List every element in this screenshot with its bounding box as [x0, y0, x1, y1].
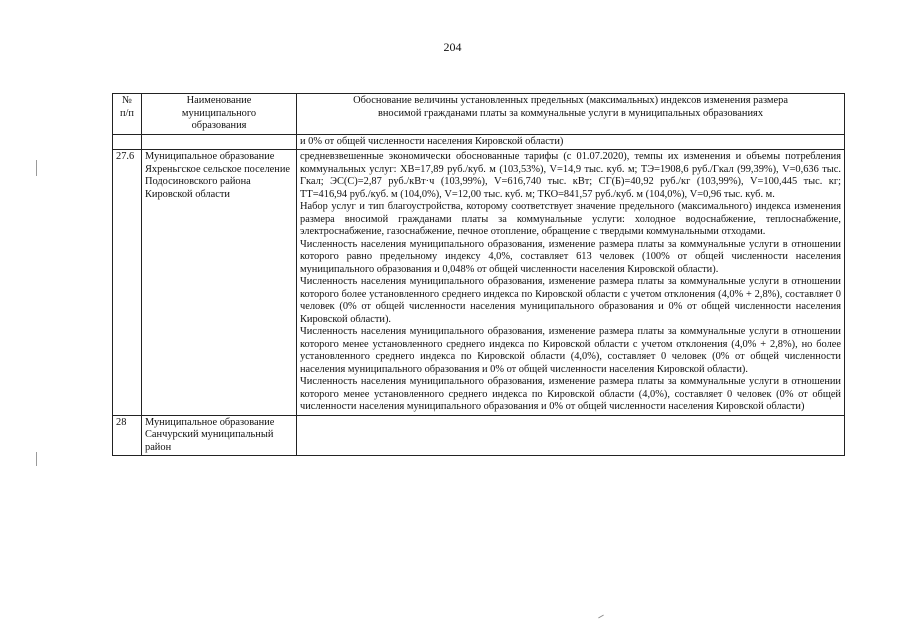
page-number: 204: [443, 40, 462, 54]
header-basis-cell: [297, 94, 845, 135]
row-basis-cell: [297, 150, 845, 416]
continuation-text: и 0% от общей численности населения Кировской области): [297, 134, 845, 150]
table-row: [113, 150, 845, 416]
header-name-cell: [142, 94, 297, 135]
row-number: 28: [113, 415, 142, 456]
header-name-line: муниципального: [181, 107, 257, 119]
row-municipality-name: Муниципальное образование Яхреньгское сельское поселение Подосиновского района Кировской области: [142, 150, 297, 416]
row-basis-cell: [297, 415, 845, 456]
header-basis-line: Обоснование величины установленных предельных (максимальных) индексов изменения размера: [353, 95, 788, 106]
row-paragraph-services: Набор услуг и тип благоустройства, которому соответствует значение предельного (максимального) индекса изменения размера вносимой гражданами платы за коммунальные услуги: холодное водоснабжение, теплоснабжение, электроснабжение, газоснабжение, печное отопление, обращение с твердыми коммунальными отходами.: [300, 201, 841, 237]
header-number-cell: [113, 94, 142, 135]
row-paragraph-population-below: Численность населения муниципального образования, изменение размера платы за коммунальные услуги в отношении которого менее установленного среднего индекса по Кировской области (4,0%), составляет 0 человек (0% от общей численности населения муниципального образования и 0% от общей численности населения Кировской области): [300, 376, 841, 412]
tariff-table: [112, 93, 845, 456]
header-number-label: №: [122, 95, 132, 106]
continuation-number-cell: [113, 134, 142, 150]
continuation-row: [113, 134, 845, 150]
continuation-name-cell: [142, 134, 297, 150]
row-paragraph-population-between: Численность населения муниципального образования, изменение размера платы за коммунальные услуги в отношении которого менее установленного среднего индекса по Кировской области с учетом отклонения (4,0% + 2,8%), но более установленного среднего индекса по Кировской области (4,0%), составляет 0 человек (0% от общей численности населения муниципального образования и 0% от общей численности населения Кировской области).: [300, 326, 841, 375]
row-municipality-name: Муниципальное образование Санчурский муниципальный район: [142, 415, 297, 456]
scan-artifact-mark: [36, 452, 37, 466]
header-name-line: Наименование: [186, 95, 252, 106]
row-paragraph-tariffs: средневзвешенные экономически обоснованные тарифы (с 01.07.2020), темпы их изменения и объемы потребления коммунальных услуг: ХВ=17,89 руб./куб. м (103,53%), V=14,9 тыс. куб. м; ТЭ=1908,6 руб./Гкал (99,39%), V=0,636 тыс. Гкал; ЭС(С)=2,87 руб./кВт·ч (103,99%), V=616,740 тыс. кВт; СГ(Б)=40,92 руб./кг (103,99%), V=100,445 тыс. кг; ТТ=416,94 руб./куб. м (104,0%), V=12,00 тыс. куб. м; ТКО=841,57 руб./куб. м (104,0%), V=0,96 тыс. куб. м.: [300, 151, 841, 200]
row-paragraph-population-equal: Численность населения муниципального образования, изменение размера платы за коммунальные услуги в отношении которого равно предельному индексу 4,0%, составляет 613 человек (100% от общей численности населения муниципального образования и 0,048% от общей численности населения Кировской области).: [300, 238, 841, 275]
header-basis-line: вносимой гражданами платы за коммунальные услуги в муниципальных образованиях: [377, 107, 764, 119]
row-number: 27.6: [113, 150, 142, 416]
scan-artifact-mark: [36, 160, 37, 176]
scan-artifact-dot: [598, 615, 604, 619]
table-row: [113, 415, 845, 456]
row-paragraph-population-above: Численность населения муниципального образования, изменение размера платы за коммунальные услуги в отношении которого более установленного среднего индекса по Кировской области с учетом отклонения (4,0% + 2,8%), составляет 0 человек (0% от общей численности населения муниципального образования и 0% от общей численности населения Кировской области).: [300, 276, 841, 325]
header-number-sublabel: п/п: [119, 107, 134, 119]
table-header-row: [113, 94, 845, 135]
header-name-line: образования: [191, 120, 247, 131]
